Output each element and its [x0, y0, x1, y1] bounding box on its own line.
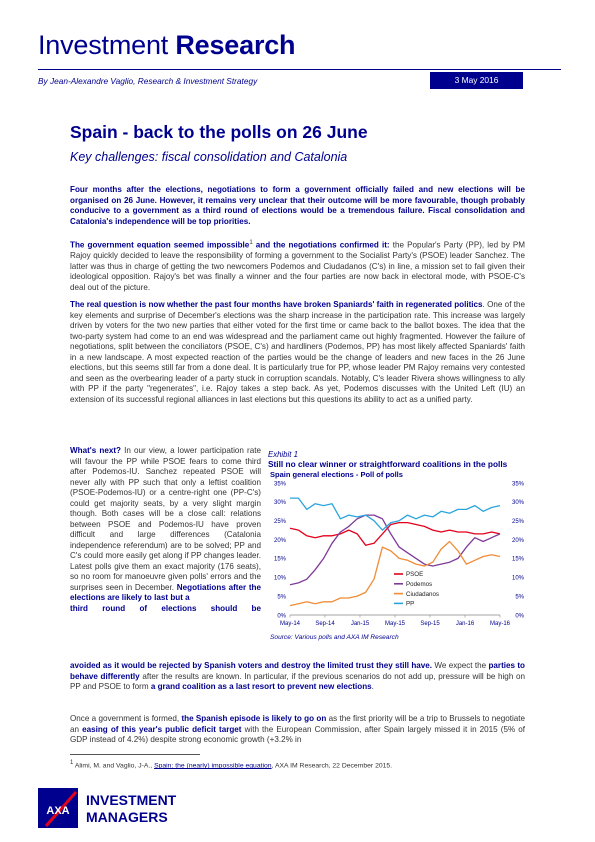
footnote-divider — [70, 754, 200, 755]
p1-lead: The government equation seemed impossible — [70, 240, 250, 250]
p3-text1: We expect the — [432, 661, 489, 670]
logo-brand: AXA — [46, 805, 70, 817]
y-tick-label-right: 15% — [511, 556, 524, 563]
y-tick-label-right: 10% — [511, 575, 524, 582]
logo-line2: MANAGERS — [86, 809, 168, 825]
paragraph-once-government — [70, 714, 525, 746]
intro-paragraph: Four months after the elections, negotiations to form a government officially failed and new elections will be organised on 26 June. However, it remains very unclear that their outcome will be more favourable, though probably conducive to a government as a third round of elections would be a tremendous failure. Fiscal consolidation and Catalonia's independence will be top priorities. — [70, 185, 525, 226]
p1-lead2: and the negotiations confirmed it: — [252, 240, 390, 250]
byline: By Jean-Alexandre Vaglio, Research & Investment Strategy — [38, 76, 258, 86]
x-tick-label: May-14 — [279, 621, 301, 627]
logo-line1: INVESTMENT — [86, 792, 177, 808]
x-tick-label: May-15 — [384, 621, 406, 627]
paragraph-real-question — [70, 300, 525, 405]
masthead — [38, 30, 295, 61]
p1-body: the Popular's Party (PP), led by PM Rajoy quickly decided to leave the responsibility of forming a government to the Socialist Party's (PSOE) leader Sanchez. The latter was thus in charge of getting the two newcomers Podemos and Ciudadanos (C's) in line, a mission set to fail given their ideological opposition. Rajoy's bet was finally a winner and the four parties are now back in electoral mode, with PSOE-C's deal out of the picture. — [70, 240, 525, 292]
x-tick-label: Jan-16 — [455, 621, 475, 627]
x-tick-label: May-16 — [489, 621, 511, 627]
y-tick-label-left: 30% — [273, 500, 286, 507]
p4-text1: Once a government is formed, — [70, 714, 182, 723]
p4-bold1: the Spanish episode is likely to go on — [181, 714, 327, 723]
p4-text3: with the European Commission, after Spain largely missed it in 2015 (5% of GDP instead of 4.2%) despite strong economic growth (+3.2% in — [70, 724, 525, 744]
y-tick-label-left: 5% — [277, 594, 286, 601]
x-tick-label: Jan-15 — [350, 621, 370, 627]
p3-bold1: Negotiations after the elections are likely to last but a — [70, 582, 261, 602]
y-tick-label-right: 5% — [515, 594, 524, 601]
y-tick-label-right: 30% — [511, 500, 524, 507]
legend-label-pp: PP — [406, 600, 415, 608]
paragraph-government-equation — [70, 238, 525, 293]
p3-bold4: parties to behave differently — [70, 661, 525, 681]
y-tick-label-left: 20% — [273, 537, 286, 544]
footnote-link[interactable]: Spain: the (nearly) impossible equation — [154, 762, 272, 770]
footnote-ref[interactable]: 1 — [249, 240, 253, 246]
exhibit-label: Exhibit 1 — [268, 450, 298, 459]
masthead-bold: Research — [175, 30, 296, 60]
series-line-psoe — [290, 523, 500, 546]
p3-lead: What's next? — [70, 446, 121, 455]
chart-title: Spain general elections - Poll of polls — [270, 470, 403, 479]
paragraph-continuation — [70, 661, 525, 693]
series-line-pp — [290, 498, 500, 530]
x-tick-label: Sep-14 — [315, 621, 335, 627]
footnote-number: 1 — [70, 760, 74, 766]
x-tick-label: Sep-15 — [420, 621, 440, 627]
y-tick-label-right: 25% — [511, 519, 524, 526]
paragraph-whats-next — [70, 446, 261, 614]
footnote — [70, 760, 392, 769]
p3-bold3: avoided as it would be rejected by Spanish voters and destroy the limited trust they still have. — [70, 661, 433, 670]
y-tick-label-right: 35% — [511, 481, 524, 488]
p3-bold2-line — [70, 604, 261, 615]
article-subtitle: Key challenges: fiscal consolidation and Catalonia — [70, 150, 348, 164]
chart-source: Source: Various polls and AXA IM Research — [270, 634, 399, 641]
y-tick-label-left: 10% — [273, 575, 286, 582]
legend-label-podemos: Podemos — [406, 581, 433, 588]
y-tick-label-right: 0% — [515, 613, 524, 620]
y-tick-label-left: 35% — [273, 481, 286, 488]
axa-im-logo — [38, 786, 188, 835]
footnote-post: , AXA IM Research, 22 December 2015. — [271, 762, 393, 770]
p3-bold2: third round of elections should be — [70, 603, 261, 613]
date-badge: 3 May 2016 — [430, 72, 523, 89]
header-divider — [38, 69, 561, 70]
p2-body: . One of the key elements and surprise of December's elections was the sharp increase in the participation rate. This increase was largely driven by voters for the two new parties that either voted for the first time or came back to the ballot boxes. The idea that the two-party system had come to an end was widespread and the parliament came out highly fragmented. However the failure of negotiations, split between the conciliators (PSOE, C's) and hardliners (Podemos, PP) has most likely affected Spaniards' faith in a new landscape. A most expected reaction of the parties would be the change of leaders and new faces in the 26 June elections, but this seems still far from a done deal. It is particularly true for PP, whose leader PM Rajoy remains very contested and seen as the overbearing leader of a party stuck in corruption scandals. Notably, C's leader Rivera shows willingness to ally with PP if the party "regenerates", i.e. Rajoy takes a step back. As yet, Podemos discusses with the United Left (IU) an extension of its successful regional alliances in last elections but this questions its ability to act as a unified party. — [70, 300, 525, 404]
p3-bold5: a grand coalition as a last resort to prevent new elections — [150, 682, 372, 691]
footnote-pre: Alimi, M. and Vaglio, J-A., — [73, 762, 155, 770]
y-tick-label-left: 0% — [277, 613, 286, 620]
axa-logo-graphic — [38, 786, 188, 830]
y-tick-label-left: 25% — [273, 519, 286, 526]
p3-text3: . — [371, 682, 374, 691]
poll-chart — [262, 478, 532, 633]
y-tick-label-right: 20% — [511, 537, 524, 544]
p3-body: In our view, a lower participation rate will favour the PP while PSOE fears to come third after Podemos-IU. Sanchez repeated PSOE will never ally with PP such that only a leftist coalition (PSOE-Podemos-IU) or a centre-right one (PP-C's) could get majority seats, by a very slight margin though. Both cases will be a close call: relations between PSOE and Podemos-IU have proven difficult and large differences (Catalonia independence referendum) are to be solved; PP and C's could more easily get along if PP changes leader. Latest polls give them an exact majority (176 seats), so no room for manoeuvre given polls' errors and the surprises seen in December. — [70, 446, 261, 592]
p4-text2: as the first priority will be a trip to Brussels to negotiate an — [70, 714, 525, 734]
legend-label-ciudadanos: Ciudadanos — [406, 590, 440, 598]
exhibit-title: Still no clear winner or straightforward coalitions in the polls — [268, 459, 508, 469]
legend-label-psoe: PSOE — [406, 571, 424, 579]
y-tick-label-left: 15% — [273, 556, 286, 563]
p3-text2: after the results are known. In particular, if the previous scenarios do not add up, pressure will be high on PP and PSOE to form — [70, 671, 525, 691]
article-title: Spain - back to the polls on 26 June — [70, 122, 368, 142]
masthead-light: Investment — [38, 30, 169, 60]
p4-bold2: easing of this year's public deficit target — [82, 724, 242, 734]
p2-lead: The real question is now whether the past four months have broken Spaniards' faith in regenerated politics — [70, 300, 483, 309]
